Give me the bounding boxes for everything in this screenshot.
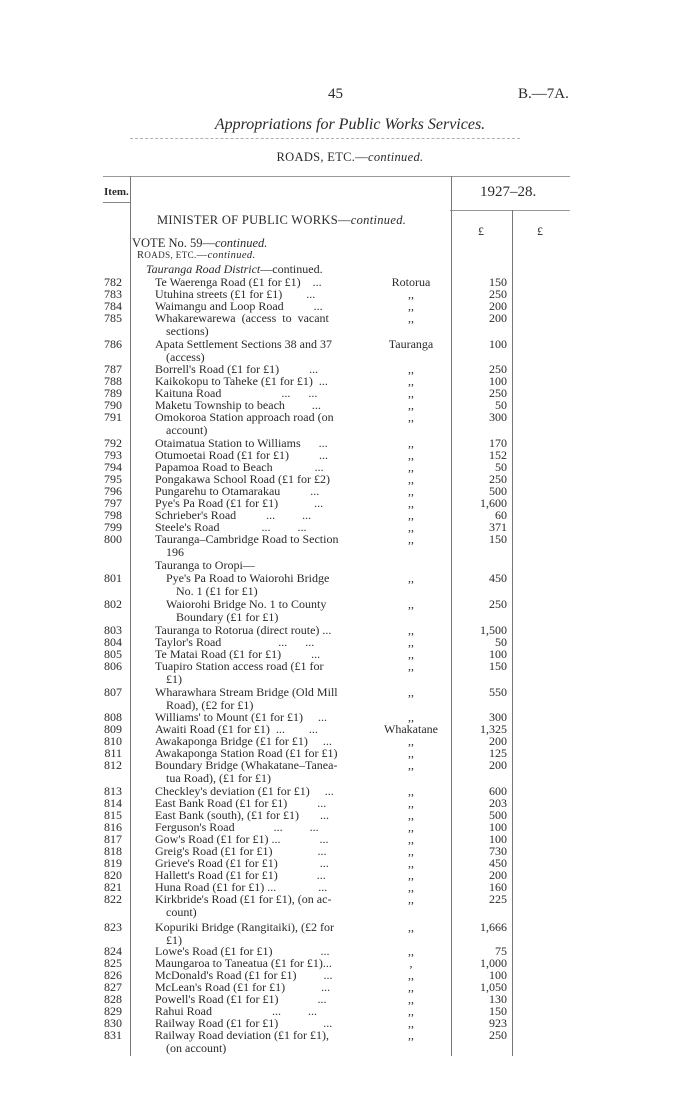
item-number: 791 [104,410,122,424]
item-number: 802 [104,597,122,611]
item-amount: 170 [489,436,507,450]
item-header-rule [103,202,130,203]
item-district: ,, [408,856,414,870]
item-district: ,, [408,832,414,846]
item-description: Te Matai Road (£1 for £1) ... [155,647,321,661]
item-amount: 100 [489,832,507,846]
item-description: Maungaroa to Taneatua (£1 for £1)... [155,956,332,970]
document-reference: B.—7A. [518,86,569,102]
item-amount: 250 [489,362,507,376]
item-district: ,, [408,746,414,760]
item-district: ,, [408,311,414,325]
item-column-header: Item. [104,186,129,198]
item-number: 823 [104,920,122,934]
item-district: ,, [408,362,414,376]
item-district: ,, [408,448,414,462]
item-amount: 125 [489,746,507,760]
item-description-continuation: £1) [166,672,182,686]
page-number: 45 [328,86,343,102]
item-number: 785 [104,311,122,325]
item-district: ,, [408,868,414,882]
item-description: Omokoroa Station approach road (on [155,410,334,424]
item-description: Kirkbride's Road (£1 for £1), (on ac- [155,892,332,906]
item-number: 796 [104,484,122,498]
item-description: Ferguson's Road ... ... [155,820,319,834]
item-amount: 923 [489,1016,507,1030]
item-description: Grieve's Road (£1 for £1) ... [155,856,329,870]
item-description: Pongakawa School Road (£1 for £2) [155,472,330,486]
item-amount: 1,050 [480,980,507,994]
item-description: Tuapiro Station access road (£1 for [155,659,324,673]
item-amount: 300 [489,710,507,724]
item-district: ,, [408,623,414,637]
item-district: ,, [408,571,414,585]
item-district: ,, [408,710,414,724]
item-description: Railway Road deviation (£1 for £1), [155,1028,329,1042]
item-description: Wharawhara Stream Bridge (Old Mill [155,685,338,699]
item-number: 806 [104,659,122,673]
item-district: ,, [408,410,414,424]
item-district: ,, [408,758,414,772]
item-description: Waiorohi Bridge No. 1 to County [166,597,327,611]
minister-heading: MINISTER OF PUBLIC WORKS—continued. [157,213,407,227]
item-description: Awakaponga Bridge (£1 for £1) ... [155,734,332,748]
item-number: 814 [104,796,122,810]
item-description-continuation: Road), (£2 for £1) [166,698,254,712]
item-description-continuation: tua Road), (£1 for £1) [166,771,271,785]
item-amount: 150 [489,532,507,546]
item-amount: 152 [489,448,507,462]
item-number: 807 [104,685,122,699]
item-description: Kaituna Road ... ... [155,386,318,400]
year-header-rule [450,210,570,211]
item-description: Checkley's deviation (£1 for £1) ... [155,784,334,798]
item-description: Kaikokopu to Taheke (£1 for £1) ... [155,374,328,388]
item-description: Hallett's Road (£1 for £1) ... [155,868,326,882]
item-description: Otaimatua Station to Williams ... [155,436,328,450]
item-number: 803 [104,623,122,637]
item-district: ,, [408,944,414,958]
item-district: , [409,956,413,970]
section-subheading: ROADS, ETC.—continued. [276,150,424,164]
group-label: Tauranga to Oropi— [155,558,255,572]
item-number: 786 [104,337,122,351]
item-description: Maketu Township to beach ... [155,398,321,412]
column-divider-location [451,176,452,1056]
item-amount: 250 [489,287,507,301]
item-number: 820 [104,868,122,882]
currency-label: £ [537,224,543,238]
item-number: 827 [104,980,122,994]
item-description: Otumoetai Road (£1 for £1) ... [155,448,328,462]
item-number: 800 [104,532,122,546]
item-number: 825 [104,956,122,970]
item-description-continuation: account) [166,423,208,437]
item-description: Powell's Road (£1 for £1) ... [155,992,327,1006]
item-district: ,, [408,299,414,313]
item-number: 829 [104,1004,122,1018]
item-description: East Bank Road (£1 for £1) ... [155,796,327,810]
item-amount: 150 [489,275,507,289]
item-number: 811 [104,746,122,760]
item-district: ,, [408,287,414,301]
page-title: Appropriations for Public Works Services. [214,116,486,133]
item-amount: 200 [489,311,507,325]
item-district: ,, [408,808,414,822]
item-district: ,, [408,635,414,649]
item-district: ,, [408,734,414,748]
item-amount: 1,325 [480,722,507,736]
item-amount: 60 [495,508,507,522]
item-number: 810 [104,734,122,748]
item-district: ,, [408,1016,414,1030]
item-amount: 150 [489,659,507,673]
item-district: Rotorua [391,275,431,289]
item-description-continuation: 196 [166,545,184,559]
item-amount: 203 [489,796,507,810]
item-district: ,, [408,484,414,498]
roads-heading: ROADS, ETC.—continued. [137,250,256,261]
item-description-continuation: sections) [166,324,209,338]
item-number: 824 [104,944,122,958]
year-column-header: 1927–28. [480,184,537,200]
item-amount: 200 [489,758,507,772]
item-district: ,, [408,992,414,1006]
item-description-continuation: count) [166,905,197,919]
item-description: Tauranga–Cambridge Road to Section [155,532,339,546]
item-number: 804 [104,635,122,649]
item-number: 815 [104,808,122,822]
column-divider-amount [512,210,513,1056]
item-district: ,, [408,532,414,546]
item-number: 821 [104,880,122,894]
item-description: Awakaponga Station Road (£1 for £1) [155,746,338,760]
district-heading: Tauranga Road District—continued. [146,262,323,276]
item-description: Apata Settlement Sections 38 and 37 [155,337,332,351]
item-district: ,, [408,472,414,486]
item-district: ,, [408,980,414,994]
item-amount: 150 [489,1004,507,1018]
item-amount: 50 [495,398,507,412]
item-amount: 50 [495,460,507,474]
item-description: Greig's Road (£1 for £1) ... [155,844,327,858]
item-amount: 500 [489,808,507,822]
item-description: McDonald's Road (£1 for £1) ... [155,968,333,982]
item-district: ,, [408,398,414,412]
item-number: 782 [104,275,122,289]
title-rule [130,138,520,139]
item-amount: 250 [489,386,507,400]
item-district: ,, [408,460,414,474]
item-description: Gow's Road (£1 for £1) ... ... [155,832,329,846]
item-district: ,, [408,436,414,450]
item-number: 784 [104,299,122,313]
item-number: 819 [104,856,122,870]
item-description: Papamoa Road to Beach ... [155,460,324,474]
item-amount: 100 [489,968,507,982]
item-amount: 100 [489,647,507,661]
item-district: ,, [408,820,414,834]
item-description: Pye's Pa Road (£1 for £1) ... [155,496,324,510]
item-amount: 50 [495,635,507,649]
item-district: ,, [408,892,414,906]
item-description: Kopuriki Bridge (Rangitaiki), (£2 for [155,920,334,934]
item-description: McLean's Road (£1 for £1) ... [155,980,331,994]
item-amount: 550 [489,685,507,699]
item-district: ,, [408,784,414,798]
item-number: 792 [104,436,122,450]
item-number: 793 [104,448,122,462]
item-number: 826 [104,968,122,982]
item-description: Utuhina streets (£1 for £1) ... [155,287,316,301]
item-number: 812 [104,758,122,772]
item-amount: 1,600 [480,496,507,510]
item-district: ,, [408,844,414,858]
item-amount: 500 [489,484,507,498]
item-number: 828 [104,992,122,1006]
item-amount: 100 [489,820,507,834]
item-amount: 450 [489,856,507,870]
item-number: 788 [104,374,122,388]
item-amount: 300 [489,410,507,424]
item-amount: 371 [489,520,507,534]
item-number: 801 [104,571,122,585]
item-description-continuation: Boundary (£1 for £1) [176,610,279,624]
item-description: Boundary Bridge (Whakatane–Tanea- [155,758,338,772]
item-district: ,, [408,508,414,522]
item-amount: 200 [489,734,507,748]
item-district: ,, [408,880,414,894]
item-amount: 160 [489,880,507,894]
item-district: ,, [408,920,414,934]
item-number: 831 [104,1028,122,1042]
item-amount: 75 [495,944,507,958]
item-number: 813 [104,784,122,798]
item-description: Lowe's Road (£1 for £1) ... [155,944,330,958]
item-district: ,, [408,659,414,673]
item-description: Williams' to Mount (£1 for £1) ... [155,710,327,724]
item-district: ,, [408,647,414,661]
item-description-continuation: (on account) [166,1041,227,1055]
item-number: 822 [104,892,122,906]
item-description: Taylor's Road ... ... [155,635,315,649]
item-description: East Bank (south), (£1 for £1) ... [155,808,329,822]
item-number: 808 [104,710,122,724]
item-district: ,, [408,796,414,810]
item-district: ,, [408,968,414,982]
item-number: 799 [104,520,122,534]
item-description: Waimangu and Loop Road ... [155,299,323,313]
item-district: ,, [408,374,414,388]
currency-label: £ [478,224,484,238]
table-top-rule [103,176,570,177]
item-amount: 100 [489,337,507,351]
item-amount: 200 [489,868,507,882]
item-district: ,, [408,520,414,534]
item-description-continuation: (access) [166,350,205,364]
item-description: Whakarewarewa (access to vacant [155,311,329,325]
item-amount: 1,666 [480,920,507,934]
item-description: Schrieber's Road ... ... [155,508,312,522]
item-district: ,, [408,685,414,699]
item-amount: 1,500 [480,623,507,637]
item-district: ,, [408,1004,414,1018]
item-description: Huna Road (£1 for £1) ... ... [155,880,328,894]
item-number: 818 [104,844,122,858]
item-description: Te Waerenga Road (£1 for £1) ... [155,275,322,289]
item-amount: 1,000 [480,956,507,970]
item-description: Tauranga to Rotorua (direct route) ... [155,623,332,637]
item-district: Tauranga [388,337,434,351]
item-amount: 730 [489,844,507,858]
item-district: Whakatane [384,722,438,736]
item-description-continuation: £1) [166,933,182,947]
item-number: 795 [104,472,122,486]
item-number: 797 [104,496,122,510]
item-number: 809 [104,722,122,736]
item-description: Borrell's Road (£1 for £1) ... [155,362,319,376]
item-description: Awaiti Road (£1 for £1) ... ... [155,722,318,736]
vote-heading: VOTE No. 59—continued. [132,236,268,250]
item-number: 805 [104,647,122,661]
item-amount: 450 [489,571,507,585]
item-description: Railway Road (£1 for £1) ... [155,1016,333,1030]
item-description: Pungarehu to Otamarakau ... [155,484,320,498]
item-amount: 200 [489,299,507,313]
item-district: ,, [408,597,414,611]
item-district: ,, [408,496,414,510]
item-number: 783 [104,287,122,301]
column-divider-item [130,176,131,1056]
item-amount: 600 [489,784,507,798]
item-number: 816 [104,820,122,834]
item-amount: 130 [489,992,507,1006]
item-district: ,, [408,1028,414,1042]
item-number: 794 [104,460,122,474]
item-number: 790 [104,398,122,412]
item-description: Steele's Road ... ... [155,520,307,534]
item-number: 798 [104,508,122,522]
item-number: 789 [104,386,122,400]
item-amount: 250 [489,472,507,486]
item-description-continuation: No. 1 (£1 for £1) [176,584,258,598]
item-description: Pye's Pa Road to Waiorohi Bridge [166,571,330,585]
item-amount: 250 [489,597,507,611]
item-amount: 225 [489,892,507,906]
item-amount: 100 [489,374,507,388]
item-number: 830 [104,1016,122,1030]
item-amount: 250 [489,1028,507,1042]
item-number: 787 [104,362,122,376]
item-description: Rahui Road ... ... [155,1004,317,1018]
item-number: 817 [104,832,122,846]
item-district: ,, [408,386,414,400]
